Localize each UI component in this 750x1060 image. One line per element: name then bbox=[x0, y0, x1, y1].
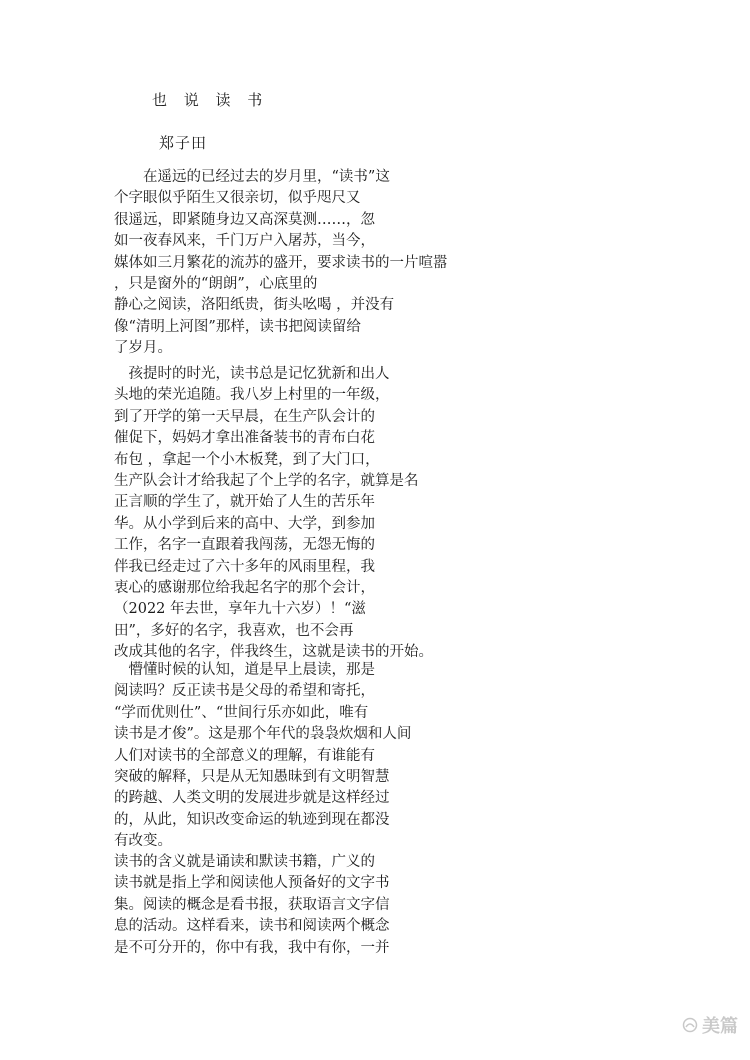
text-line: 生产队会计才给我起了个上学的名字，就算是名 bbox=[114, 472, 419, 489]
text-line: 读书的含义就是诵读和默读书籍，广义的 bbox=[114, 854, 375, 870]
text-line: 如一夜春风来，千门万户入屠苏，当今， bbox=[114, 233, 375, 250]
text-line: 静心之阅读，洛阳纸贵，街头吆喝 ，并没有 bbox=[114, 297, 395, 314]
watermark bbox=[682, 1012, 738, 1038]
document-title: 也 说 读 书 bbox=[152, 91, 269, 109]
text-line: ，只是窗外的“朗朗”，心底里的 bbox=[114, 275, 318, 292]
text-line: 懵懂时候的认知，道是早上晨读，那是 bbox=[114, 662, 375, 678]
watermark-text: 美篇 bbox=[702, 1016, 738, 1037]
paragraph-4 bbox=[114, 852, 434, 959]
text-line: 工作，名字一直跟着我闯荡，无怨无悔的 bbox=[114, 537, 375, 554]
paragraph-1 bbox=[114, 167, 448, 360]
paragraph-2 bbox=[114, 364, 434, 663]
text-line: 孩提时的时光，读书总是记忆犹新和出人 bbox=[114, 366, 390, 382]
text-line: 了岁月。 bbox=[114, 340, 172, 357]
paragraph-3 bbox=[114, 660, 434, 853]
meipian-logo-icon bbox=[682, 1017, 698, 1033]
text-line: 到了开学的第一天早晨，在生产队会计的 bbox=[114, 408, 375, 425]
text-line: 在遥远的已经过去的岁月里，“读书”这 bbox=[114, 169, 390, 185]
text-line: （2022 年去世，享年九十六岁）！“滋 bbox=[114, 601, 366, 618]
text-line: 像“清明上河图”那样，读书把阅读留给 bbox=[114, 318, 361, 335]
text-line: 个字眼似乎陌生又很亲切，似乎咫尺又 bbox=[114, 190, 361, 207]
text-line: 集。阅读的概念是看书报，获取语言文字信 bbox=[114, 896, 390, 913]
text-line: 的跨越、人类文明的发展进步就是这样经过 bbox=[114, 790, 390, 807]
author-name: 郑子田 bbox=[159, 134, 208, 152]
text-line: 伴我已经走过了六十多年的风雨里程，我 bbox=[114, 558, 375, 575]
text-line: 布包 ，拿起一个小木板凳，到了大门口， bbox=[114, 451, 380, 468]
text-line: 是不可分开的，你中有我，我中有你，一并 bbox=[114, 939, 390, 956]
text-line: 息的活动。这样看来，读书和阅读两个概念 bbox=[114, 918, 390, 935]
text-line: 读书就是指上学和阅读他人预备好的文字书 bbox=[114, 875, 390, 892]
text-line: 正言顺的学生了，就开始了人生的苦乐年 bbox=[114, 494, 375, 511]
text-line: 读书是才俊”。这是那个年代的袅袅炊烟和人间 bbox=[114, 726, 412, 743]
text-line: 阅读吗？反正读书是父母的希望和寄托， bbox=[114, 683, 375, 700]
text-line: 有改变。 bbox=[114, 833, 172, 850]
text-line: 催促下，妈妈才拿出准备装书的青布白花 bbox=[114, 430, 375, 447]
text-line: 人们对读书的全部意义的理解，有谁能有 bbox=[114, 747, 375, 764]
text-line: 突破的解释，只是从无知愚昧到有文明智慧 bbox=[114, 768, 390, 785]
text-line: 田”，多好的名字，我喜欢，也不会再 bbox=[114, 622, 354, 639]
text-line: 头地的荣光追随。我八岁上村里的一年级， bbox=[114, 387, 390, 404]
text-line: “学而优则仕”、“世间行乐亦如此，唯有 bbox=[114, 704, 369, 721]
text-line: 的，从此，知识改变命运的轨迹到现在都没 bbox=[114, 811, 390, 828]
text-line: 媒体如三月繁花的流苏的盛开，要求读书的一片喧嚣 bbox=[114, 254, 448, 271]
text-line: 衷心的感谢那位给我起名字的那个会计， bbox=[114, 579, 375, 596]
text-line: 华。从小学到后来的高中、大学，到参加 bbox=[114, 515, 375, 532]
text-line: 改成其他的名字，伴我终生，这就是读书的开始。 bbox=[114, 644, 433, 661]
text-line: 很遥远，即紧随身边又高深莫测……，忽 bbox=[114, 211, 375, 228]
